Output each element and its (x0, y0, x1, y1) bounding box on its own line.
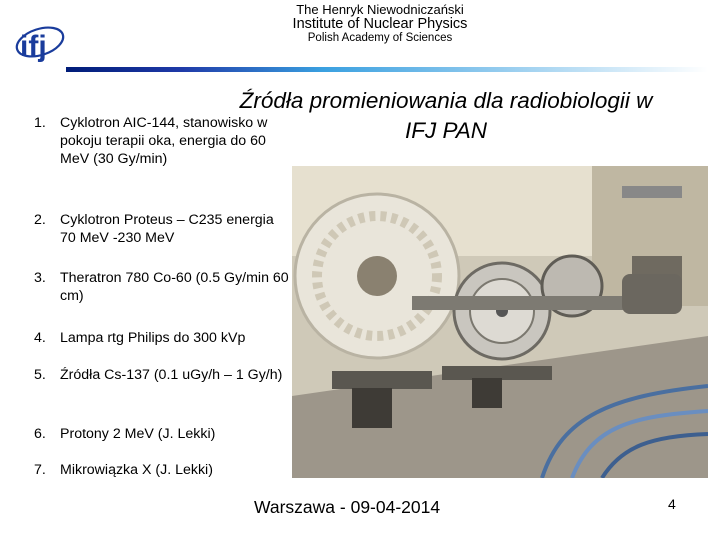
list-item-number: 5. (34, 367, 46, 383)
logo-letters: ifj (20, 30, 47, 63)
page-number: 4 (668, 496, 676, 512)
list-item-text: Theratron 780 Co-60 (0.5 Gy/min 60 cm) (60, 270, 289, 304)
slide-title-line1: Źródła promieniowania dla radiobiologii w (239, 88, 653, 113)
list-item-number: 4. (34, 330, 46, 346)
list-item-number: 2. (34, 212, 46, 228)
list-item-number: 6. (34, 426, 46, 442)
academy-name: Polish Academy of Sciences (307, 32, 453, 44)
cyclotron-beamline-photo (292, 166, 708, 478)
list-item-text: Protony 2 MeV (J. Lekki) (60, 426, 216, 442)
list-item-text: Cyklotron AIC-144, stanowisko w pokoju terapii oka, energia do 60 MeV (30 Gy/min) (60, 115, 268, 167)
slide-title-line2: IFJ PAN (404, 118, 488, 143)
list-item-number: 3. (34, 270, 46, 286)
footer-location-date: Warszawa - 09-04-2014 (254, 497, 441, 517)
list-item-text: Cyklotron Proteus – C235 energia 70 MeV -230 MeV (60, 212, 274, 246)
institute-name: The Henryk Niewodniczański (296, 2, 464, 17)
list-item-text: Źródła Cs-137 (0.1 uGy/h – 1 Gy/h) (60, 367, 283, 383)
list-item-text: Lampa rtg Philips do 300 kVp (60, 330, 246, 346)
institute-subtitle: Institute of Nuclear Physics (292, 16, 468, 32)
list-item-number: 7. (34, 462, 46, 478)
header-gradient-rule (66, 67, 708, 72)
list-item-number: 1. (34, 115, 46, 131)
list-item-text: Mikrowiązka X (J. Lekki) (60, 462, 213, 478)
